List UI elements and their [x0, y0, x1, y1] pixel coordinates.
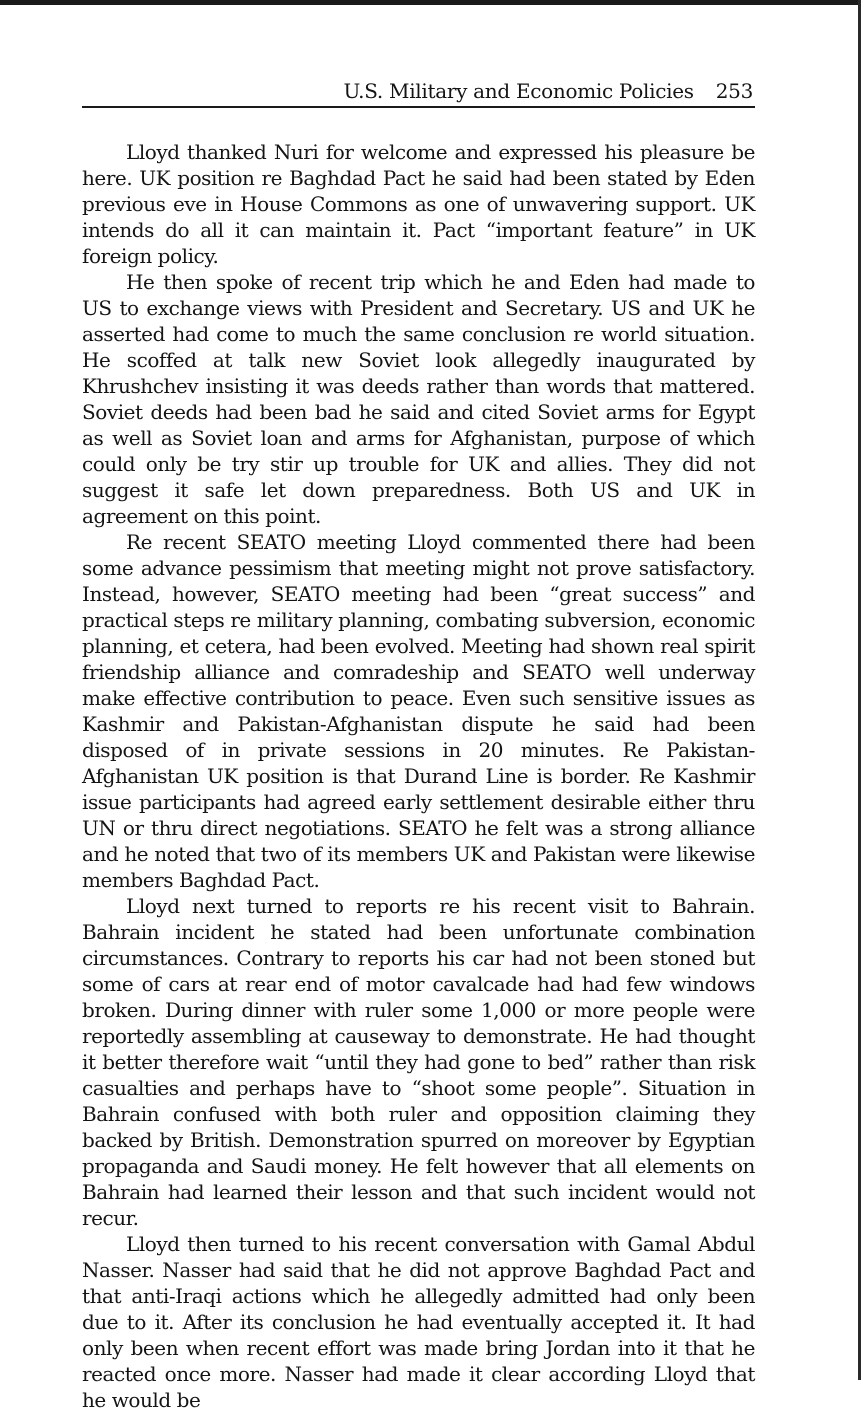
scan-top-edge: [0, 0, 861, 5]
paragraph-lloyd-welcome: Lloyd thanked Nuri for welcome and expressed his pleasure be here. UK position re Baghdad Pact he said had been stated by Eden previous eve in House Commons as one of unwavering support. UK intends do all it can maintain it. Pact “important feature” in UK foreign policy.: [82, 139, 755, 268]
header-rule: [82, 106, 755, 108]
page-number: 253: [715, 79, 753, 103]
body-text: [82, 139, 755, 1413]
document-page: [82, 78, 755, 1413]
running-header: [82, 78, 755, 104]
paragraph-seato-meeting: Re recent SEATO meeting Lloyd commented there had been some advance pessimism that meeting might not prove satisfactory. Instead, however, SEATO meeting had been “great success” and practical steps re military planning, combating subversion, economic planning, et cetera, had been evolved. Meeting had shown real spirit friendship alliance and comradeship and SEATO well underway make effective contribution to peace. Even such sensitive issues as Kashmir and Pakistan-Afghanistan dispute he said had been disposed of in private sessions in 20 minutes. Re Pakistan-Afghanistan UK position is that Durand Line is border. Re Kashmir issue participants had agreed early settlement desirable either thru UN or thru direct negotiations. SEATO he felt was a strong alliance and he noted that two of its members UK and Pakistan were likewise members Baghdad Pact.: [82, 529, 755, 892]
paragraph-us-trip: He then spoke of recent trip which he and Eden had made to US to exchange views with President and Secretary. US and UK he asserted had come to much the same conclusion re world situation. He scoffed at talk new Soviet look allegedly inaugurated by Khrushchev insisting it was deeds rather than words that mattered. Soviet deeds had been bad he said and cited Soviet arms for Egypt as well as Soviet loan and arms for Afghanistan, purpose of which could only be try stir up trouble for UK and allies. They did not suggest it safe let down preparedness. Both US and UK in agreement on this point.: [82, 269, 755, 528]
paragraph-nasser-conversation: Lloyd then turned to his recent conversation with Gamal Abdul Nasser. Nasser had said that he did not approve Baghdad Pact and that anti-Iraqi actions which he allegedly admitted had only been due to it. After its conclusion he had eventually accepted it. It had only been when recent effort was made bring Jordan into it that he reacted once more. Nasser had made it clear according Lloyd that he would be: [82, 1231, 755, 1412]
paragraph-bahrain-visit: Lloyd next turned to reports re his recent visit to Bahrain. Bahrain incident he stated had been unfortunate combination circumstances. Contrary to reports his car had not been stoned but some of cars at rear end of motor cavalcade had had few windows broken. During dinner with ruler some 1,000 or more people were reportedly assembling at causeway to demonstrate. He had thought it better therefore wait “until they had gone to bed” rather than risk casualties and perhaps have to “shoot some people”. Situation in Bahrain confused with both ruler and opposition claiming they backed by British. Demonstration spurred on moreover by Egyptian propaganda and Saudi money. He felt however that all elements on Bahrain had learned their lesson and that such incident would not recur.: [82, 893, 755, 1230]
running-title: U.S. Military and Economic Policies: [343, 79, 694, 103]
